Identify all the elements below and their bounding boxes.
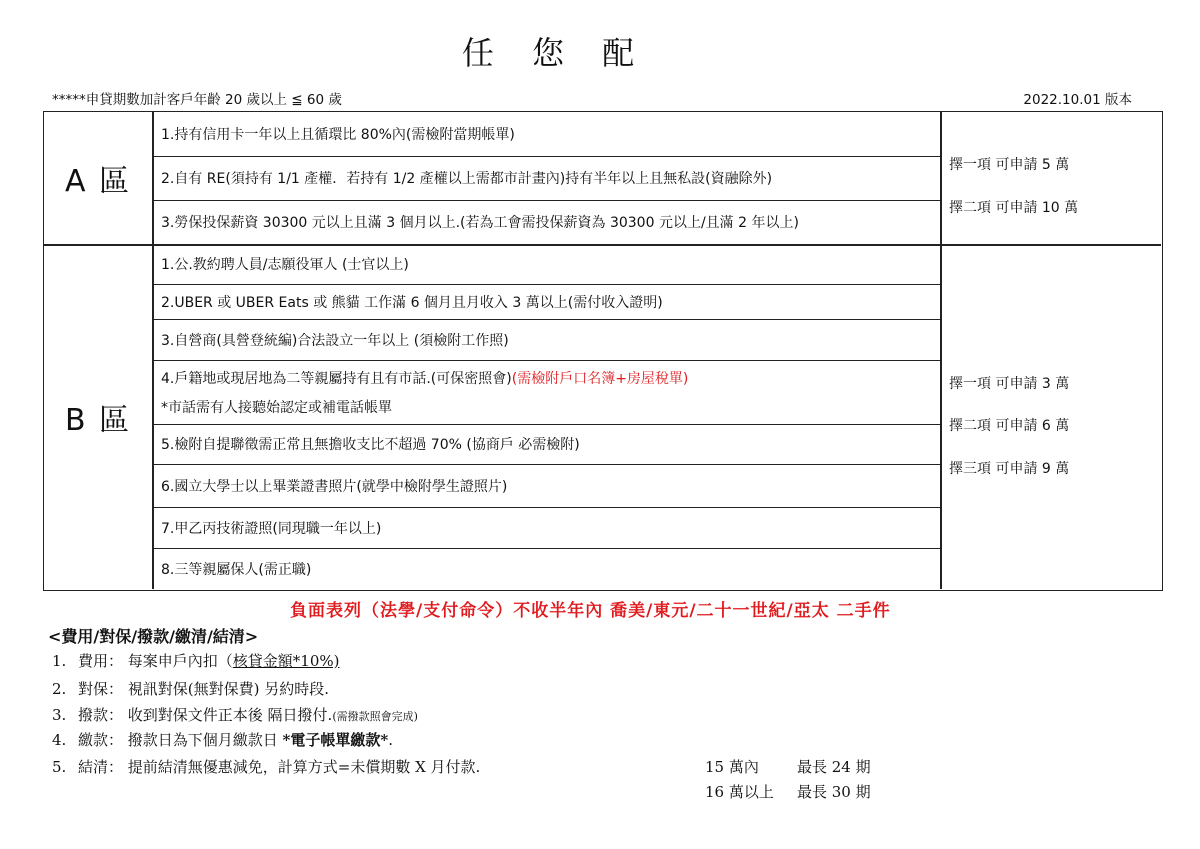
zone-a-item-2: 2.自有 RE(須持有 1/1 產權．若持有 1/2 產權以上需都市計畫內)持有半年以上且無私設(資融除外) [161,171,773,187]
zone-b-item-5: 5.檢附自提聯徵需正常且無擔收支比不超過 70% (協商戶 必需檢附) [161,437,580,453]
zone-a-option-1: 擇一項 可申請 5 萬 [949,157,1070,173]
zone-b-item-6: 6.國立大學士以上畢業證書照片(就學中檢附學生證照片) [161,478,508,495]
zone-a-label: A 區 [64,164,132,199]
zone-b-item-1: 1.公.教約聘人員/志願役軍人 (士官以上) [161,257,409,273]
zone-b-item-3: 3.自營商(具營登統編)合法設立一年以上 (須檢附工作照) [161,332,509,349]
options-divider [940,112,942,589]
zone-b-item-4-text: 4.戶籍地或現居地為二等親屬持有且有市話.(可保密照會) [161,370,512,387]
zone-b-item-7: 7.甲乙丙技術證照(同現職一年以上) [161,520,382,537]
page-title: 任 您 配 [461,34,649,72]
zone-a-item-3: 3.勞保投保薪資 30300 元以上且滿 3 個月以上.(若為工會需投保薪資為 30300 元以上/且滿 2 年以上) [161,215,799,231]
zone-b-option-1: 擇一項 可申請 3 萬 [949,376,1070,392]
fee-item-5: 5. 結清： 提前結清無優惠減免，計算方式=未償期數 X 月付款. [52,758,481,776]
criteria-table [43,111,1163,591]
fee-item-4: 4. 繳款： 撥款日為下個月繳款日 *電子帳單繳款*. [52,731,394,749]
negative-list: 負面表列（法學/支付命令）不收半年內 喬美/東元/二十一世紀/亞太 二手件 [290,601,891,621]
version-label: 2022.10.01 版本 [1023,92,1132,108]
zone-b-item-4 [159,360,939,424]
term-row-2: 16 萬以上 最長 30 期 [705,783,871,801]
fee-item-1: 1. 費用： 每案申戶內扣（核貸金額*10%) [52,652,340,670]
zone-b-option-3: 擇三項 可申請 9 萬 [949,461,1070,477]
zone-b-item-4-line2: *市話需有人接聽始認定或補電話帳單 [161,399,392,416]
fees-heading: <費用/對保/撥款/繳清/結清> [48,627,259,646]
fee-item-2: 2. 對保： 視訊對保(無對保費) 另約時段. [52,680,330,698]
age-note: *****申貸期數加計客戶年齡 20 歲以上 ≦ 60 歲 [52,92,342,108]
fee-item-3: 3. 撥款： 收到對保文件正本後 隔日撥付.(需撥款照會完成) [52,706,418,724]
zone-b-item-2: 2.UBER 或 UBER Eats 或 熊貓 工作滿 6 個月且月收入 3 萬以上(需付收入證明) [161,294,663,311]
zone-a-option-2: 擇二項 可申請 10 萬 [949,200,1079,216]
zone-a-item-1: 1.持有信用卡一年以上且循環比 80%內(需檢附當期帳單) [161,127,515,143]
zone-b-option-2: 擇二項 可申請 6 萬 [949,418,1070,434]
term-row-1: 15 萬內 最長 24 期 [705,758,871,776]
zone-divider [152,112,154,589]
zone-b-label: B 區 [64,402,132,438]
zone-b-item-4-red-note: (需檢附戶口名簿+房屋稅單) [511,370,689,387]
zone-b-item-8: 8.三等親屬保人(需正職) [161,561,312,578]
